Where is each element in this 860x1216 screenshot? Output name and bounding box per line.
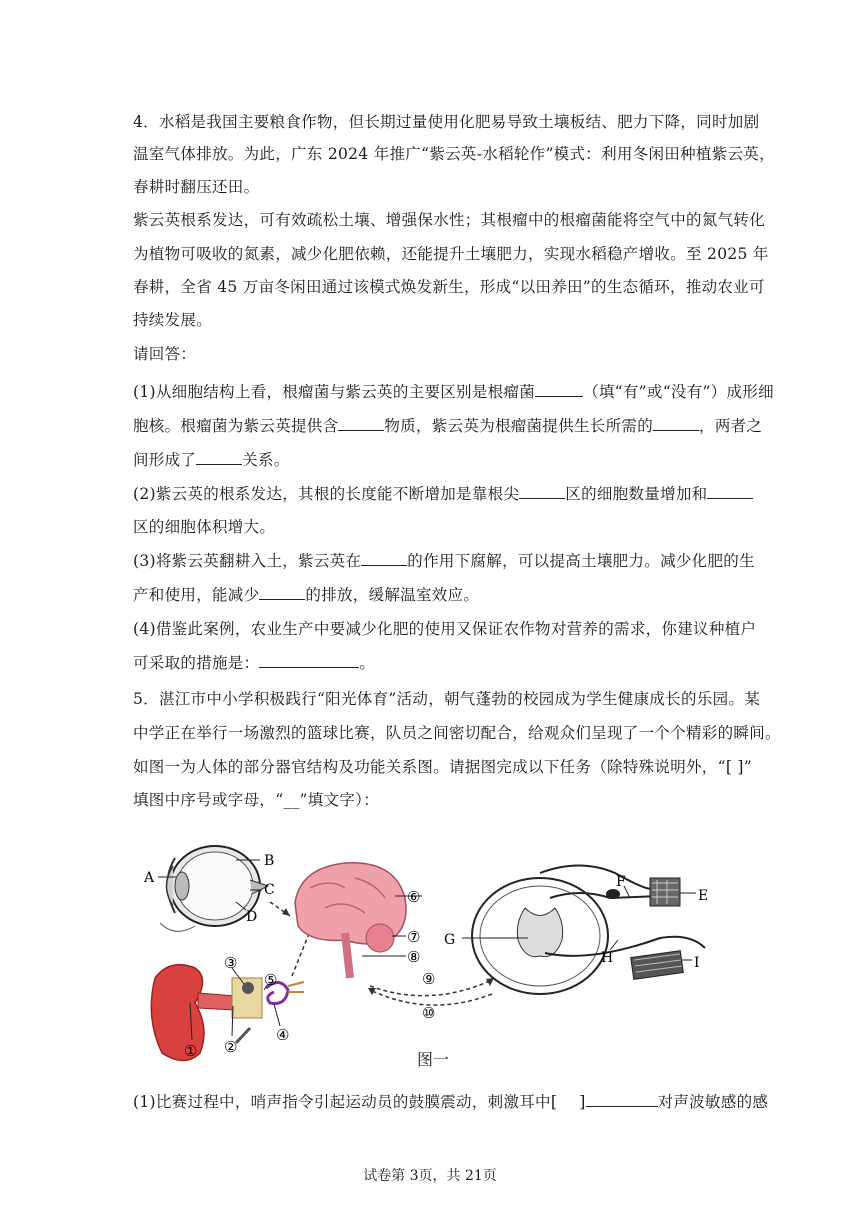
q4-sub3-text-b: 的作用下腐解，可以提高土壤肥力。减少化肥的生 [407,552,755,570]
q5-sub1-text-a: (1)比赛过程中，哨声指令引起运动员的鼓膜震动，刺激耳中[ [133,1093,558,1111]
label-1: ① [184,1042,198,1060]
answer-blank[interactable] [653,416,699,431]
q4-line-4: 紫云英根系发达，可有效疏松土壤、增强保水性；其根瘤中的根瘤菌能将空气中的氮气转化 [133,211,766,229]
q4-sub2-line-b: 区的细胞体积增大。 [133,518,276,536]
effector-I [631,951,684,980]
label-6: ⑥ [407,888,421,906]
leader-line-H [610,940,618,950]
label-3: ③ [224,954,238,972]
q5-line-2: 中学正在举行一场激烈的篮球比赛，队员之间密切配合，给观众们呈现了一个个精彩的瞬间。 [133,724,781,742]
answer-blank[interactable] [259,585,305,600]
q4-sub3-line-a [133,551,755,571]
label-10: ⑩ [422,1004,436,1022]
label-I: I [694,955,700,971]
label-H: H [601,950,614,966]
q4-sub4-line-b [133,653,733,673]
answer-blank[interactable] [338,416,384,431]
q4-line-6: 春耕，全省 45 万亩冬闲田通过该模式焕发新生，形成“以田养田”的生态循环，推动农业可 [133,278,765,296]
label-9: ⑨ [422,970,436,988]
q4-sub1-text-c: 胞核。根瘤菌为紫云英提供含 [133,417,339,435]
q4-sub1-text-d: 物质，紫云英为根瘤菌提供生长所需的 [384,417,654,435]
q4-sub3-text-d: 的排放，缓解温室效应。 [305,586,480,604]
q4-sub4-line-a: (4)借鉴此案例，农业生产中要减少化肥的使用又保证农作物对营养的需求，你建议种植户 [133,620,757,638]
label-8: ⑧ [407,948,421,966]
label-A: A [144,870,155,886]
q4-sub4-text-b: 。 [359,654,376,672]
q4-sub2-line-a [133,484,733,504]
q4-sub1-line-a [133,382,774,402]
label-G: G [444,932,456,948]
q4-line-2: 温室气体排放。为此，广东 2024 年推广“紫云英-水稻轮作”模式：利用冬闲田种植紫云英， [133,145,775,163]
q4-line-7: 持续发展。 [133,311,213,329]
q4-sub1-text-b: （填“有”或“没有”）成形细 [583,383,774,401]
q4-line-5: 为植物可吸收的氮素，减少化肥依赖，还能提升土壤肥力，实现水稻稳产增收。至 2025 年 [133,245,769,263]
q4-sub3-text-c: 产和使用，能减少 [133,586,260,604]
receptor-E [650,878,680,906]
figure-human-organs [140,828,720,1068]
page-footer: 试卷第 3页，共 21页 [363,1168,497,1184]
q4-sub3-text-a: (3)将紫云英翻耕入土，紫云英在 [133,552,362,570]
q4-sub1-text-f: 间形成了 [133,451,197,469]
answer-blank[interactable] [586,1092,658,1107]
label-B: B [264,853,275,869]
label-E: E [698,888,709,904]
q5-sub1-text-c: 对声波敏感的感 [657,1093,769,1111]
answer-blank[interactable] [259,653,359,668]
q5-sub1-line [133,1092,769,1112]
q4-sub2-text-a: (2)紫云英的根系发达，其根的长度能不断增加是靠根尖 [133,485,520,503]
q4-sub1-line-c [133,450,733,470]
q4-sub1-text-g: 关系。 [242,451,290,469]
q4-sub1-text-a: (1)从细胞结构上看，根瘤菌与紫云英的主要区别是根瘤菌 [133,383,536,401]
answer-blank[interactable] [361,551,407,566]
label-C: C [264,882,275,898]
arrow-cord-to-brain [370,990,492,1005]
brain-diagram [295,863,406,978]
label-7: ⑦ [407,928,421,946]
q4-sub1-line-b [133,416,763,436]
q4-line-1: 4．水稻是我国主要粮食作物，但长期过量使用化肥易导致土壤板结、肥力下降，同时加剧 [133,113,760,131]
q4-line-3: 春耕时翻压还田。 [133,178,260,196]
label-D: D [246,909,258,925]
label-5: ⑤ [264,971,278,989]
figure-caption: 图一 [417,1050,450,1069]
q4-sub3-line-b [133,585,733,605]
label-2: ② [224,1038,238,1056]
q5-sub1-text-b: ] [579,1093,586,1111]
q4-prompt: 请回答： [133,345,197,363]
label-4: ④ [276,1026,290,1044]
answer-blank[interactable] [519,484,565,499]
answer-blank[interactable] [707,484,753,499]
label-F: F [616,874,626,890]
q4-sub2-text-b: 区的细胞数量增加和 [565,485,708,503]
answer-blank[interactable] [535,382,583,397]
answer-blank[interactable] [196,450,242,465]
q5-line-1: 5．湛江市中小学积极践行“阳光体育”活动，朝气蓬勃的校园成为学生健康成长的乐园。某 [133,690,761,708]
q4-sub4-text-a: 可采取的措施是： [133,654,260,672]
q4-sub1-text-e: ，两者之 [699,417,763,435]
leader-line-4 [274,1004,280,1026]
q5-line-4: 填图中序号或字母，“__”填文字）： [133,791,379,809]
q5-line-3: 如图一为人体的部分器官结构及功能关系图。请据图完成以下任务（除特殊说明外，“[ ]” [133,758,752,776]
